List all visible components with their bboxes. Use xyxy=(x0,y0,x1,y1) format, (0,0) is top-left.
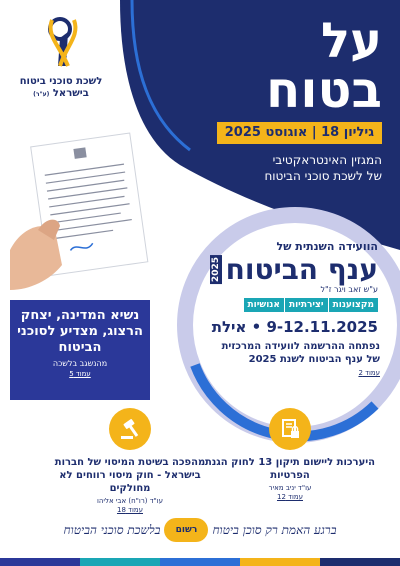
subtitle-line2: של לשכת סוכני הביטוח xyxy=(264,169,382,183)
president-page-link[interactable]: עמוד 5 xyxy=(69,370,91,378)
conference-tags xyxy=(244,298,379,312)
president-sub: מהנשגב בלשכה xyxy=(52,359,108,368)
conference-year: 2025 xyxy=(210,257,221,283)
conference-tag: אנושיות xyxy=(247,300,280,310)
title-line2: בטוח xyxy=(266,61,382,119)
privacy-headline: היערכות ליישום תיקון 13 לחוק הגנת הפרטיות xyxy=(204,457,376,481)
conference-block xyxy=(178,240,378,336)
org-logo xyxy=(6,10,116,110)
conference-name: ענף הביטוח xyxy=(225,253,378,286)
footer-slogan xyxy=(0,510,400,550)
magazine-title xyxy=(202,13,382,119)
magazine-subtitle xyxy=(162,152,382,184)
president-story[interactable] xyxy=(10,300,150,400)
conference-named-after: ע"ש זאב ויגר ז"ל xyxy=(320,285,378,294)
slogan-part1: ברגע האמת רק סוכן xyxy=(242,522,337,537)
letter-photo xyxy=(10,130,160,300)
tax-page-link[interactable]: עמוד 18 xyxy=(116,506,143,514)
issue-badge: גיליון 18 | אוגוסט 2025 xyxy=(217,122,382,144)
subtitle-line1: המגזין האינטראקטיבי xyxy=(272,153,382,167)
logo-line2: בישראל xyxy=(52,88,89,99)
registration-page-link[interactable]: עמוד 2 xyxy=(358,369,380,377)
logo-ribbon-icon xyxy=(44,16,84,71)
registration-headline: נפתחה ההרשמה לוועידה המרכזית של ענף הביטוח לשנת 2025 xyxy=(221,341,380,365)
logo-line1: לשכת סוכני ביטוח xyxy=(19,76,103,87)
slogan-part2: ביטוח xyxy=(212,522,239,537)
conference-tag: מקצוענות xyxy=(328,298,378,312)
logo-small: (ע"ר) xyxy=(33,91,50,98)
president-headline: נשיא המדינה, יצחק הרצוג, מצדיע לסוכני הביטוח xyxy=(17,308,143,355)
gavel-icon xyxy=(109,408,151,450)
conference-pre: הוועידה השנתית של xyxy=(276,240,378,253)
slogan-part3: בלשכת סוכני הביטוח xyxy=(63,522,161,537)
privacy-story[interactable] xyxy=(200,408,380,501)
registered-stamp: רשום xyxy=(164,518,208,542)
privacy-author: עו"ד יניב מאיר xyxy=(268,484,312,492)
privacy-page-link[interactable]: עמוד 12 xyxy=(276,493,303,501)
conference-tag: יצירתיות xyxy=(284,298,328,312)
color-stripe xyxy=(0,558,400,566)
conference-dates: 9-12.11.2025 • אילת xyxy=(211,318,378,336)
registration-story[interactable] xyxy=(210,340,380,377)
tax-headline: מהפכה בשיטת המיסוי של חברות בישראל - חוק מיסוי רווחים לא מחולקים xyxy=(54,457,206,494)
tax-story[interactable] xyxy=(40,408,220,514)
tax-author: עו"ד (רו"ח) אבי אליהו xyxy=(96,497,164,505)
title-line1: על xyxy=(320,13,382,69)
document-lock-icon xyxy=(269,408,311,450)
